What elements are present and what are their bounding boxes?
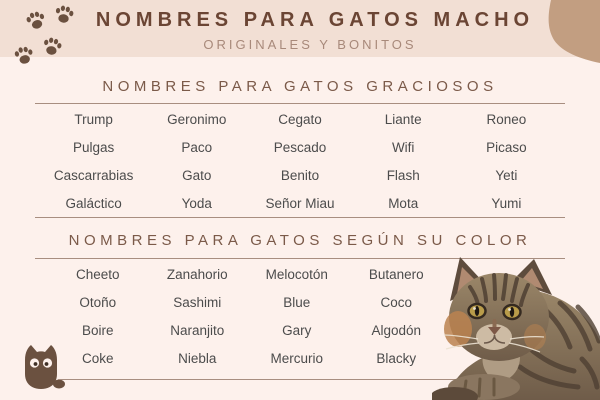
cat-name: Wifi <box>391 139 415 155</box>
cat-name: Melocotón <box>265 266 328 282</box>
cat-name: Cascarrabias <box>53 167 134 183</box>
cat-name: Otoño <box>79 294 117 310</box>
cat-name: Coco <box>380 294 412 310</box>
cat-name: Zanahorio <box>166 266 228 282</box>
cat-name: Benito <box>280 167 320 183</box>
cat-name: Mercurio <box>270 350 323 366</box>
cat-name: Roneo <box>486 111 527 127</box>
cat-name: Cheeto <box>75 266 120 282</box>
cat-name: Naranjito <box>170 322 225 338</box>
cat-name: Algodón <box>371 322 422 338</box>
cat-name: Yoda <box>181 195 212 211</box>
cat-name: Liante <box>384 111 422 127</box>
cat-name: Paco <box>181 139 213 155</box>
cat-name: Gary <box>282 322 312 338</box>
cat-name: Trump <box>74 111 113 127</box>
cat-name: Boire <box>81 322 114 338</box>
cat-silhouette-icon <box>16 342 66 392</box>
cat-name: Pulgas <box>72 139 115 155</box>
cat-name: Galáctico <box>65 195 122 211</box>
cat-name: Cegato <box>278 111 322 127</box>
divider-line <box>35 103 565 104</box>
header <box>0 0 600 57</box>
names-table-color <box>48 260 446 372</box>
cat-name: Blue <box>283 294 311 310</box>
page-subtitle: ORIGINALES Y BONITOS <box>203 37 417 52</box>
cat-name: Coke <box>81 350 114 366</box>
cat-name: Flash <box>386 167 420 183</box>
cat-name: Yeti <box>495 167 518 183</box>
page-title: NOMBRES PARA GATOS MACHO <box>95 9 535 31</box>
divider-line <box>35 217 565 218</box>
names-table-graciosos <box>42 105 558 217</box>
cat-name: Sashimi <box>173 294 222 310</box>
cat-name: Geronimo <box>167 111 227 127</box>
cat-name: Pescado <box>273 139 327 155</box>
cat-name: Yumi <box>491 195 522 211</box>
tabby-cat-photo <box>432 255 600 400</box>
cat-name: Blacky <box>376 350 417 366</box>
cat-name: Butanero <box>368 266 424 282</box>
cat-name: Niebla <box>178 350 217 366</box>
cat-name: Señor Miau <box>265 195 335 211</box>
section-title-graciosos: NOMBRES PARA GATOS GRACIOSOS <box>102 78 498 95</box>
cat-name: Mota <box>388 195 419 211</box>
cat-name: Gato <box>182 167 212 183</box>
cat-name: Picaso <box>486 139 527 155</box>
section-title-segun-color: NOMBRES PARA GATOS SEGÚN SU COLOR <box>68 232 532 249</box>
